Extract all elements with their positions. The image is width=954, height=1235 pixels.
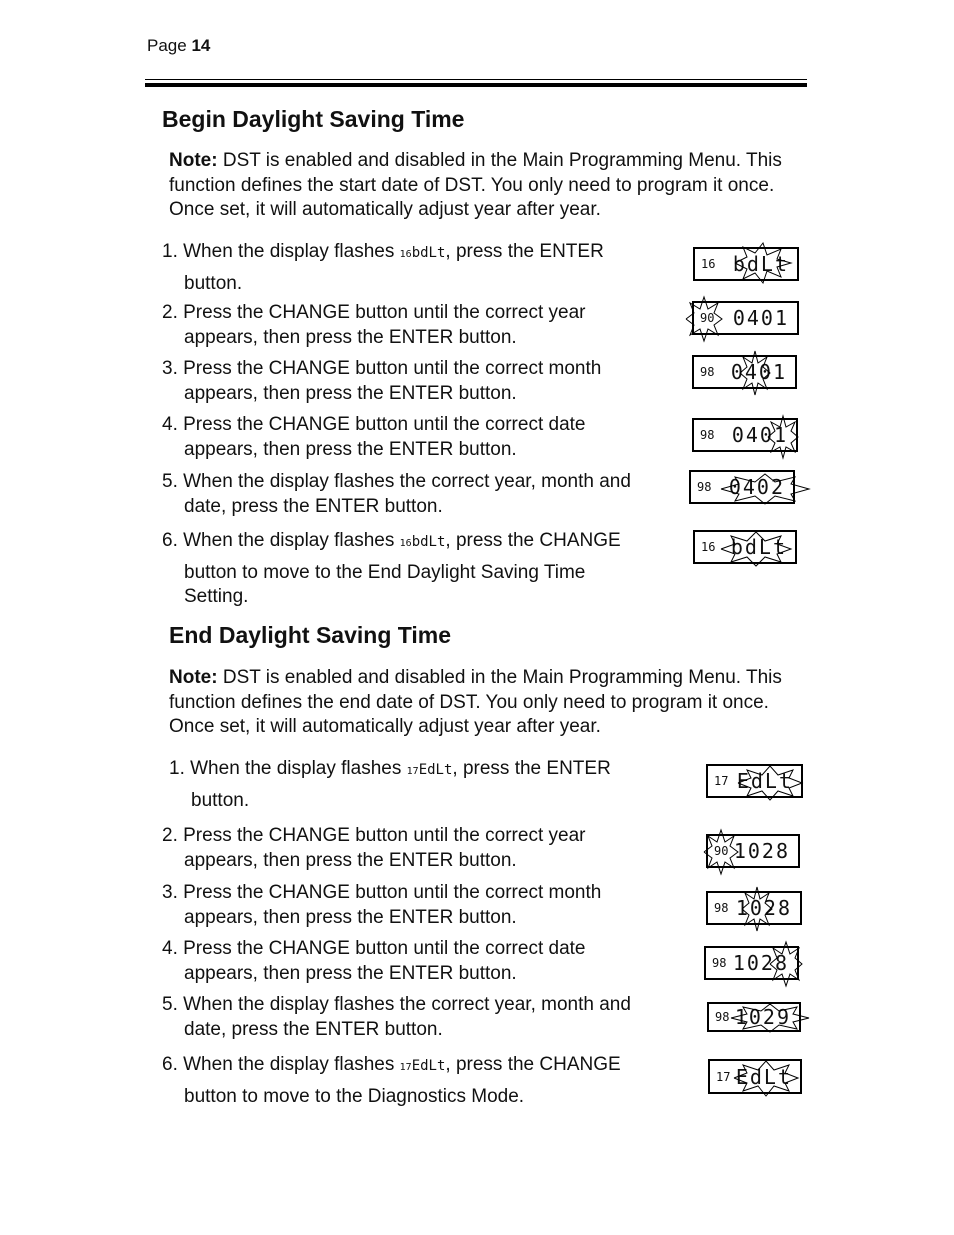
begin-dst-title: Begin Daylight Saving Time <box>162 106 465 132</box>
inline-lcd <box>400 534 446 550</box>
lcd-display <box>708 1059 802 1094</box>
begin-step-4 <box>162 413 585 462</box>
begin-step-2 <box>162 301 585 350</box>
step-text: Setting. <box>184 586 249 607</box>
note-label: Note: <box>169 150 218 171</box>
step-text: 6. When the display flashes <box>162 530 400 551</box>
flash-burst-icon <box>731 1004 809 1032</box>
flash-burst-icon <box>738 766 802 800</box>
page-label: Page <box>147 36 187 55</box>
lcd-display <box>689 470 795 504</box>
lcd-display <box>706 764 803 798</box>
step-text: appears, then press the ENTER button. <box>184 326 517 348</box>
lcd-left: 98 <box>714 901 729 915</box>
end-step-2 <box>162 824 585 873</box>
step-text: appears, then press the ENTER button. <box>184 382 517 404</box>
flash-burst-icon <box>734 1061 798 1096</box>
lcd-display <box>706 834 800 868</box>
page-number-value: 14 <box>191 36 211 55</box>
inline-lcd-code: EdLt <box>411 1058 446 1074</box>
flash-burst-icon <box>742 887 772 931</box>
step-text: , press the CHANGE <box>445 530 621 551</box>
inline-lcd <box>400 1058 446 1074</box>
note-label: Note: <box>169 667 218 688</box>
inline-lcd-number: 16 <box>399 538 412 549</box>
lcd-right: bdLt <box>732 252 789 276</box>
step-text: 6. When the display flashes <box>162 1054 400 1075</box>
lcd-display <box>707 1002 801 1032</box>
lcd-left: 16 <box>701 257 716 271</box>
lcd-right: 0402 <box>728 475 785 499</box>
lcd-right: 1028 <box>732 951 789 975</box>
lcd-display <box>692 418 798 452</box>
step-text: 1. When the display flashes <box>162 241 400 262</box>
begin-step-5 <box>162 470 631 519</box>
lcd-display <box>704 946 799 980</box>
end-dst-title: End Daylight Saving Time <box>169 622 452 648</box>
lcd-display <box>693 530 797 564</box>
lcd-display <box>693 247 799 281</box>
step-text: button. <box>184 272 243 294</box>
lcd-right: EdLt <box>735 1064 792 1089</box>
inline-lcd-number: 17 <box>406 766 419 777</box>
step-text: appears, then press the ENTER button. <box>184 906 517 928</box>
note-text: DST is enabled and disabled in the Main Programming Menu. This function defines the start date of DST. You only need to program it once. Once set, it will automatically adjust year after year. <box>169 150 782 220</box>
flash-burst-icon <box>768 416 798 458</box>
step-text: 3. Press the CHANGE button until the correct month <box>162 882 602 903</box>
inline-lcd-number: 17 <box>399 1062 412 1073</box>
lcd-right: 0401 <box>730 360 787 384</box>
end-step-1 <box>169 757 611 813</box>
lcd-left: 17 <box>714 774 729 788</box>
lcd-left: 98 <box>697 480 712 494</box>
lcd-left: 98 <box>700 428 715 442</box>
header-rule-thick <box>145 83 807 87</box>
step-text: appears, then press the ENTER button. <box>184 438 517 460</box>
step-text: 4. Press the CHANGE button until the correct date <box>162 938 586 959</box>
flash-burst-icon <box>686 297 722 341</box>
step-text: 2. Press the CHANGE button until the correct year <box>162 302 586 323</box>
inline-lcd <box>407 762 453 778</box>
note-text: DST is enabled and disabled in the Main Programming Menu. This function defines the end date of DST. You only need to program it once. Once set, it will automatically adjust year after year. <box>169 667 782 737</box>
inline-lcd-code: bdLt <box>411 245 446 261</box>
end-dst-note <box>169 666 809 740</box>
step-text: , press the CHANGE <box>445 1054 621 1075</box>
end-step-4 <box>162 937 585 986</box>
end-step-6 <box>162 1053 621 1109</box>
lcd-left: 98 <box>715 1010 730 1024</box>
lcd-left: 98 <box>712 956 727 970</box>
lcd-right: bdLt <box>730 535 787 559</box>
end-step-3 <box>162 881 601 930</box>
step-text: 5. When the display flashes the correct year, month and <box>162 471 631 492</box>
step-text: button. <box>191 789 250 811</box>
lcd-display <box>706 891 802 925</box>
end-step-5 <box>162 993 631 1042</box>
flash-burst-icon <box>740 351 770 395</box>
step-text: 4. Press the CHANGE button until the correct date <box>162 414 586 435</box>
lcd-display <box>692 301 799 335</box>
inline-lcd <box>400 245 446 261</box>
lcd-right: 1029 <box>734 1005 791 1029</box>
lcd-left: 16 <box>701 540 716 554</box>
flash-burst-icon <box>732 243 791 283</box>
flash-burst-icon <box>721 532 791 566</box>
step-text: appears, then press the ENTER button. <box>184 962 517 984</box>
lcd-left: 98 <box>700 365 715 379</box>
inline-lcd-code: EdLt <box>418 762 453 778</box>
step-text: 1. When the display flashes <box>169 758 407 779</box>
step-text: , press the ENTER <box>452 758 611 779</box>
flash-burst-icon <box>721 474 809 504</box>
inline-lcd-number: 16 <box>399 249 412 260</box>
step-text: date, press the ENTER button. <box>184 1018 443 1040</box>
header-rule-thin <box>145 79 807 80</box>
step-text: 2. Press the CHANGE button until the correct year <box>162 825 586 846</box>
lcd-right: EdLt <box>736 769 793 793</box>
begin-step-6 <box>162 529 621 610</box>
begin-dst-note <box>169 149 809 223</box>
lcd-left: 90 <box>700 311 715 325</box>
step-text: 3. Press the CHANGE button until the correct month <box>162 358 602 379</box>
lcd-display <box>692 355 797 389</box>
step-text: button to move to the Diagnostics Mode. <box>184 1085 525 1107</box>
inline-lcd-code: bdLt <box>411 534 446 550</box>
step-text: appears, then press the ENTER button. <box>184 849 517 871</box>
lcd-right: 1028 <box>733 839 790 863</box>
begin-step-3 <box>162 357 601 406</box>
page-number <box>147 36 210 56</box>
lcd-left: 17 <box>716 1069 731 1084</box>
step-text: , press the ENTER <box>445 241 604 262</box>
flash-burst-icon <box>704 830 738 874</box>
lcd-right: 1028 <box>735 896 792 920</box>
step-text: 5. When the display flashes the correct year, month and <box>162 994 631 1015</box>
step-text: button to move to the End Daylight Saving Time <box>184 561 586 583</box>
lcd-left: 90 <box>714 844 729 858</box>
step-text: date, press the ENTER button. <box>184 495 443 517</box>
lcd-right: 0401 <box>732 306 789 330</box>
begin-step-1 <box>162 240 604 296</box>
flash-burst-icon <box>770 942 802 986</box>
lcd-right: 0401 <box>731 423 788 447</box>
